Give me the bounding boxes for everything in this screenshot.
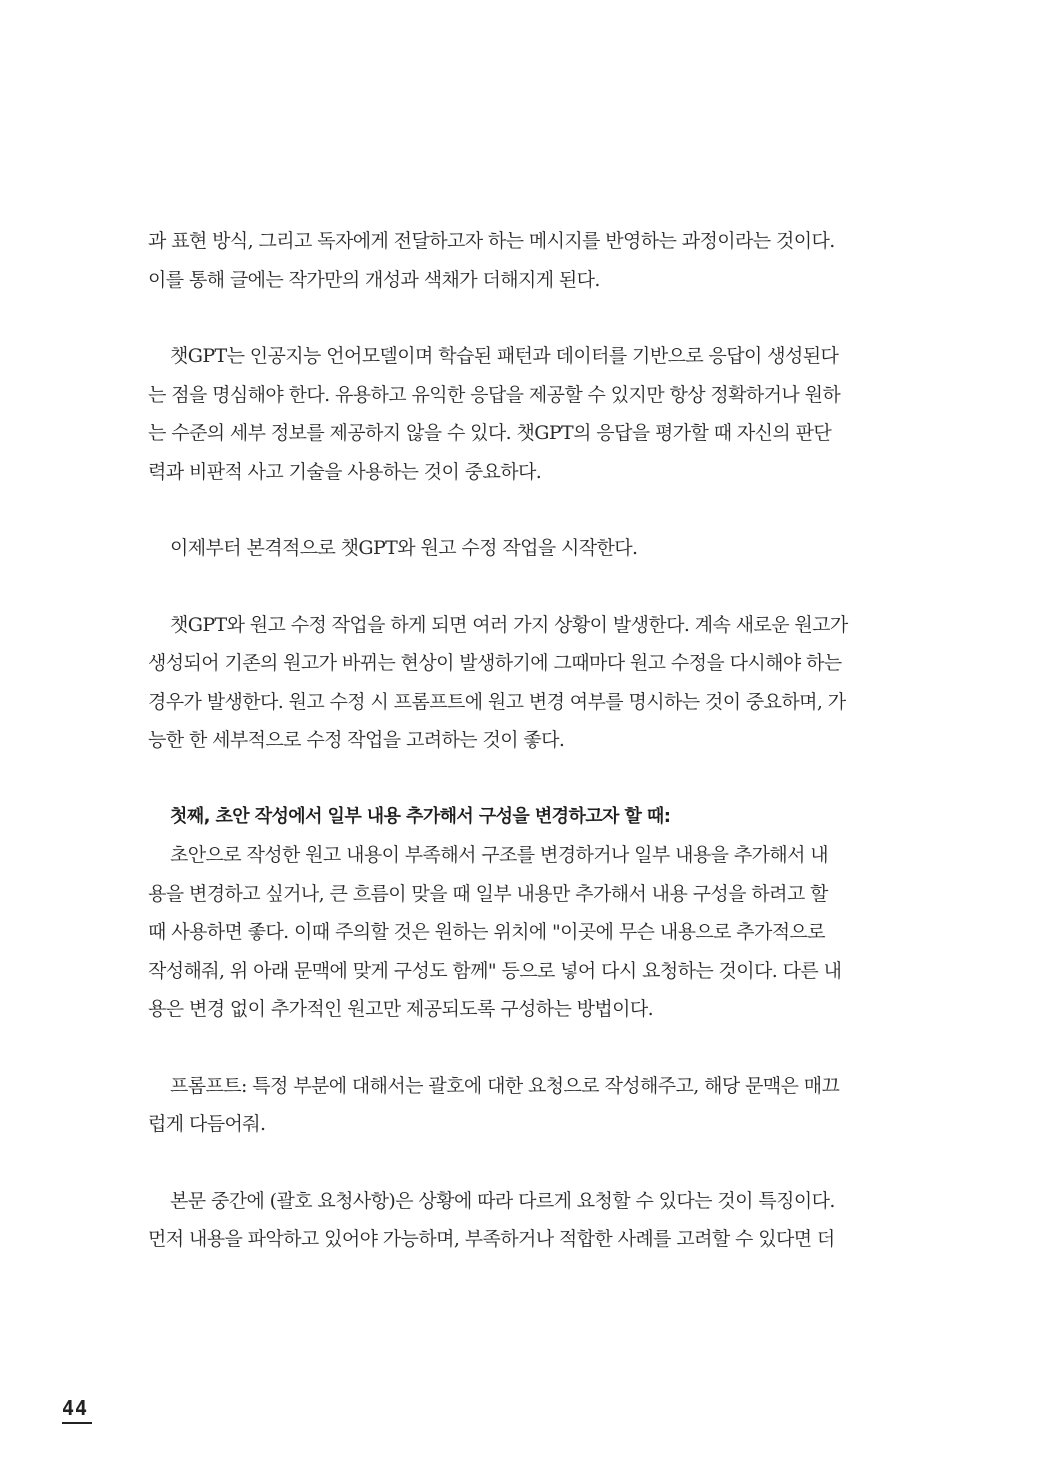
page-number-underline	[62, 1422, 92, 1424]
text-line: 용을 변경하고 싶거나, 큰 흐름이 맞을 때 일부 내용만 추가해서 내용 구성을 하려고 할	[148, 882, 828, 905]
paragraph-prompt	[148, 1067, 902, 1144]
page-body	[148, 222, 902, 1259]
text-line: 경우가 발생한다. 원고 수정 시 프롬프트에 원고 변경 여부를 명시하는 것이 중요하며, 가	[148, 690, 846, 713]
text-line: 본문 중간에 (괄호 요청사항)은 상황에 따라 다르게 요청할 수 있다는 것이 특징이다.	[170, 1189, 835, 1212]
page-number: 44	[62, 1396, 89, 1420]
paragraph-continuation	[148, 222, 902, 299]
section-heading: 첫째, 초안 작성에서 일부 내용 추가해서 구성을 변경하고자 할 때:	[170, 805, 671, 827]
text-line: 럽게 다듬어줘.	[148, 1113, 266, 1135]
text-line: 작성해줘, 위 아래 문맥에 맞게 구성도 함께" 등으로 넣어 다시 요청하는 것이다. 다른 내	[148, 959, 842, 982]
text-line: 용은 변경 없이 추가적인 원고만 제공되도록 구성하는 방법이다.	[148, 998, 654, 1020]
text-line: 이를 통해 글에는 작가만의 개성과 색채가 더해지게 된다.	[148, 268, 600, 291]
paragraph-chatgpt-model	[148, 337, 902, 491]
paragraph-start-editing	[148, 529, 902, 568]
text-line: 생성되어 기존의 원고가 바뀌는 현상이 발생하기에 그때마다 원고 수정을 다시해야 하는	[148, 652, 842, 674]
text-line: 챗GPT는 인공지능 언어모델이며 학습된 패턴과 데이터를 기반으로 응답이 생성된다	[170, 345, 839, 367]
paragraph-bracket-requests	[148, 1182, 902, 1259]
text-line: 먼저 내용을 파악하고 있어야 가능하며, 부족하거나 적합한 사례를 고려할 수 있다면 더	[148, 1228, 835, 1250]
text-line: 초안으로 작성한 원고 내용이 부족해서 구조를 변경하거나 일부 내용을 추가해서 내	[170, 844, 829, 866]
text-line: 능한 한 세부적으로 수정 작업을 고려하는 것이 좋다.	[148, 729, 565, 751]
text-line: 챗GPT와 원고 수정 작업을 하게 되면 여러 가지 상황이 발생한다. 계속 새로운 원고가	[170, 613, 848, 636]
paragraph-first-case	[148, 798, 902, 1029]
text-line: 이제부터 본격적으로 챗GPT와 원고 수정 작업을 시작한다.	[170, 537, 638, 559]
text-line: 프롬프트: 특정 부분에 대해서는 괄호에 대한 요청으로 작성해주고, 해당 문맥은 매끄	[170, 1074, 840, 1097]
text-line: 때 사용하면 좋다. 이때 주의할 것은 원하는 위치에 "이곳에 무슨 내용으로 추가적으로	[148, 921, 826, 943]
text-line: 과 표현 방식, 그리고 독자에게 전달하고자 하는 메시지를 반영하는 과정이라는 것이다.	[148, 230, 835, 252]
text-line: 는 점을 명심해야 한다. 유용하고 유익한 응답을 제공할 수 있지만 항상 정확하거나 원하	[148, 383, 841, 406]
paragraph-situations	[148, 606, 902, 760]
text-line: 력과 비판적 사고 기술을 사용하는 것이 중요하다.	[148, 460, 542, 483]
text-line: 는 수준의 세부 정보를 제공하지 않을 수 있다. 챗GPT의 응답을 평가할 때 자신의 판단	[148, 422, 832, 444]
